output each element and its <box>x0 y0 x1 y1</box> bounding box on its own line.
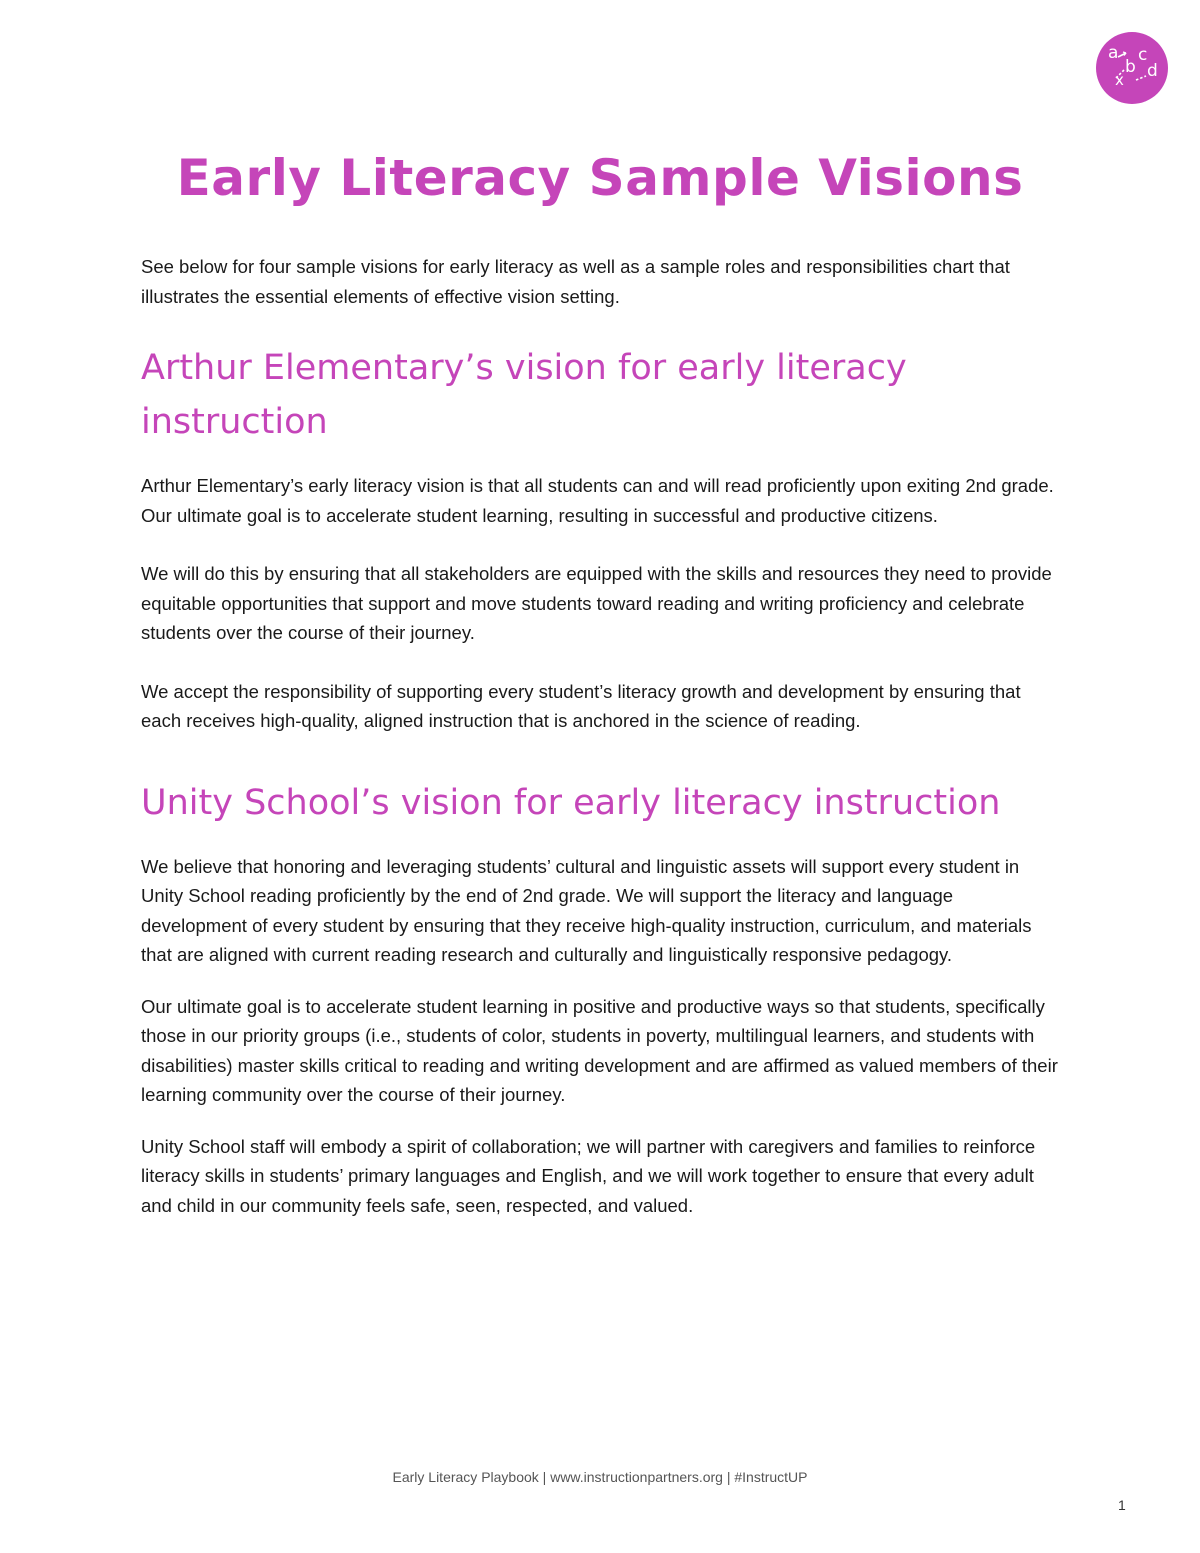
section-paragraph: Arthur Elementary’s early literacy vision is that all students can and will read proficiently upon exiting 2nd grade. Our ultimate goal is to accelerate student learning, resulting in successful and productive citizens. <box>141 475 1054 526</box>
logo-letter-d: d <box>1147 61 1158 81</box>
logo-letter-c: c <box>1138 45 1148 65</box>
section-paragraph: We accept the responsibility of supporting every student’s literacy growth and development by ensuring that each receives high-quality, aligned instruction that is anchored in the science of reading. <box>141 680 1021 731</box>
section-unity-school <box>141 776 1061 1221</box>
logo-letter-x: x <box>1115 71 1124 89</box>
section-arthur-elementary <box>141 341 1061 736</box>
abcd-logo-icon <box>1096 32 1168 104</box>
logo-letter-b: b <box>1125 57 1136 77</box>
intro-paragraph: See below for four sample visions for early literacy as well as a sample roles and responsibilities chart that illustrates the essential elements of effective vision setting. <box>141 256 1010 307</box>
document-body <box>141 252 1061 1220</box>
section-heading: Arthur Elementary’s vision for early literacy instruction <box>141 348 907 442</box>
page-title: Early Literacy Sample Visions <box>176 149 1024 207</box>
page-footer: Early Literacy Playbook | www.instructionpartners.org | #InstructUP <box>392 1469 808 1485</box>
section-paragraph: We will do this by ensuring that all stakeholders are equipped with the skills and resources they need to provide equitable opportunities that support and move students toward reading and writing proficiency and celebrate students over the course of their journey. <box>141 563 1052 643</box>
section-paragraph: We believe that honoring and leveraging students’ cultural and linguistic assets will support every student in Unity School reading proficiently by the end of 2nd grade. We will support the literacy and language development of every student by ensuring that they receive high-quality instruction, curriculum, and materials that are aligned with current reading research and culturally and linguistically responsive pedagogy. <box>141 855 1032 965</box>
section-paragraph: Our ultimate goal is to accelerate student learning in positive and productive ways so that students, specifically those in our priority groups (i.e., students of color, students in poverty, multilingual learners, and students with disabilities) master skills critical to reading and writing development and are affirmed as valued members of their learning community over the course of their journey. <box>141 995 1058 1105</box>
section-paragraph: Unity School staff will embody a spirit of collaboration; we will partner with caregivers and families to reinforce literacy skills in students’ primary languages and English, and we will work together to ensure that every adult and child in our community feels safe, seen, respected, and valued. <box>141 1135 1036 1216</box>
logo-letter-a: a <box>1108 43 1119 63</box>
page-number: 1 <box>1118 1497 1126 1513</box>
section-heading: Unity School’s vision for early literacy instruction <box>141 782 1001 823</box>
